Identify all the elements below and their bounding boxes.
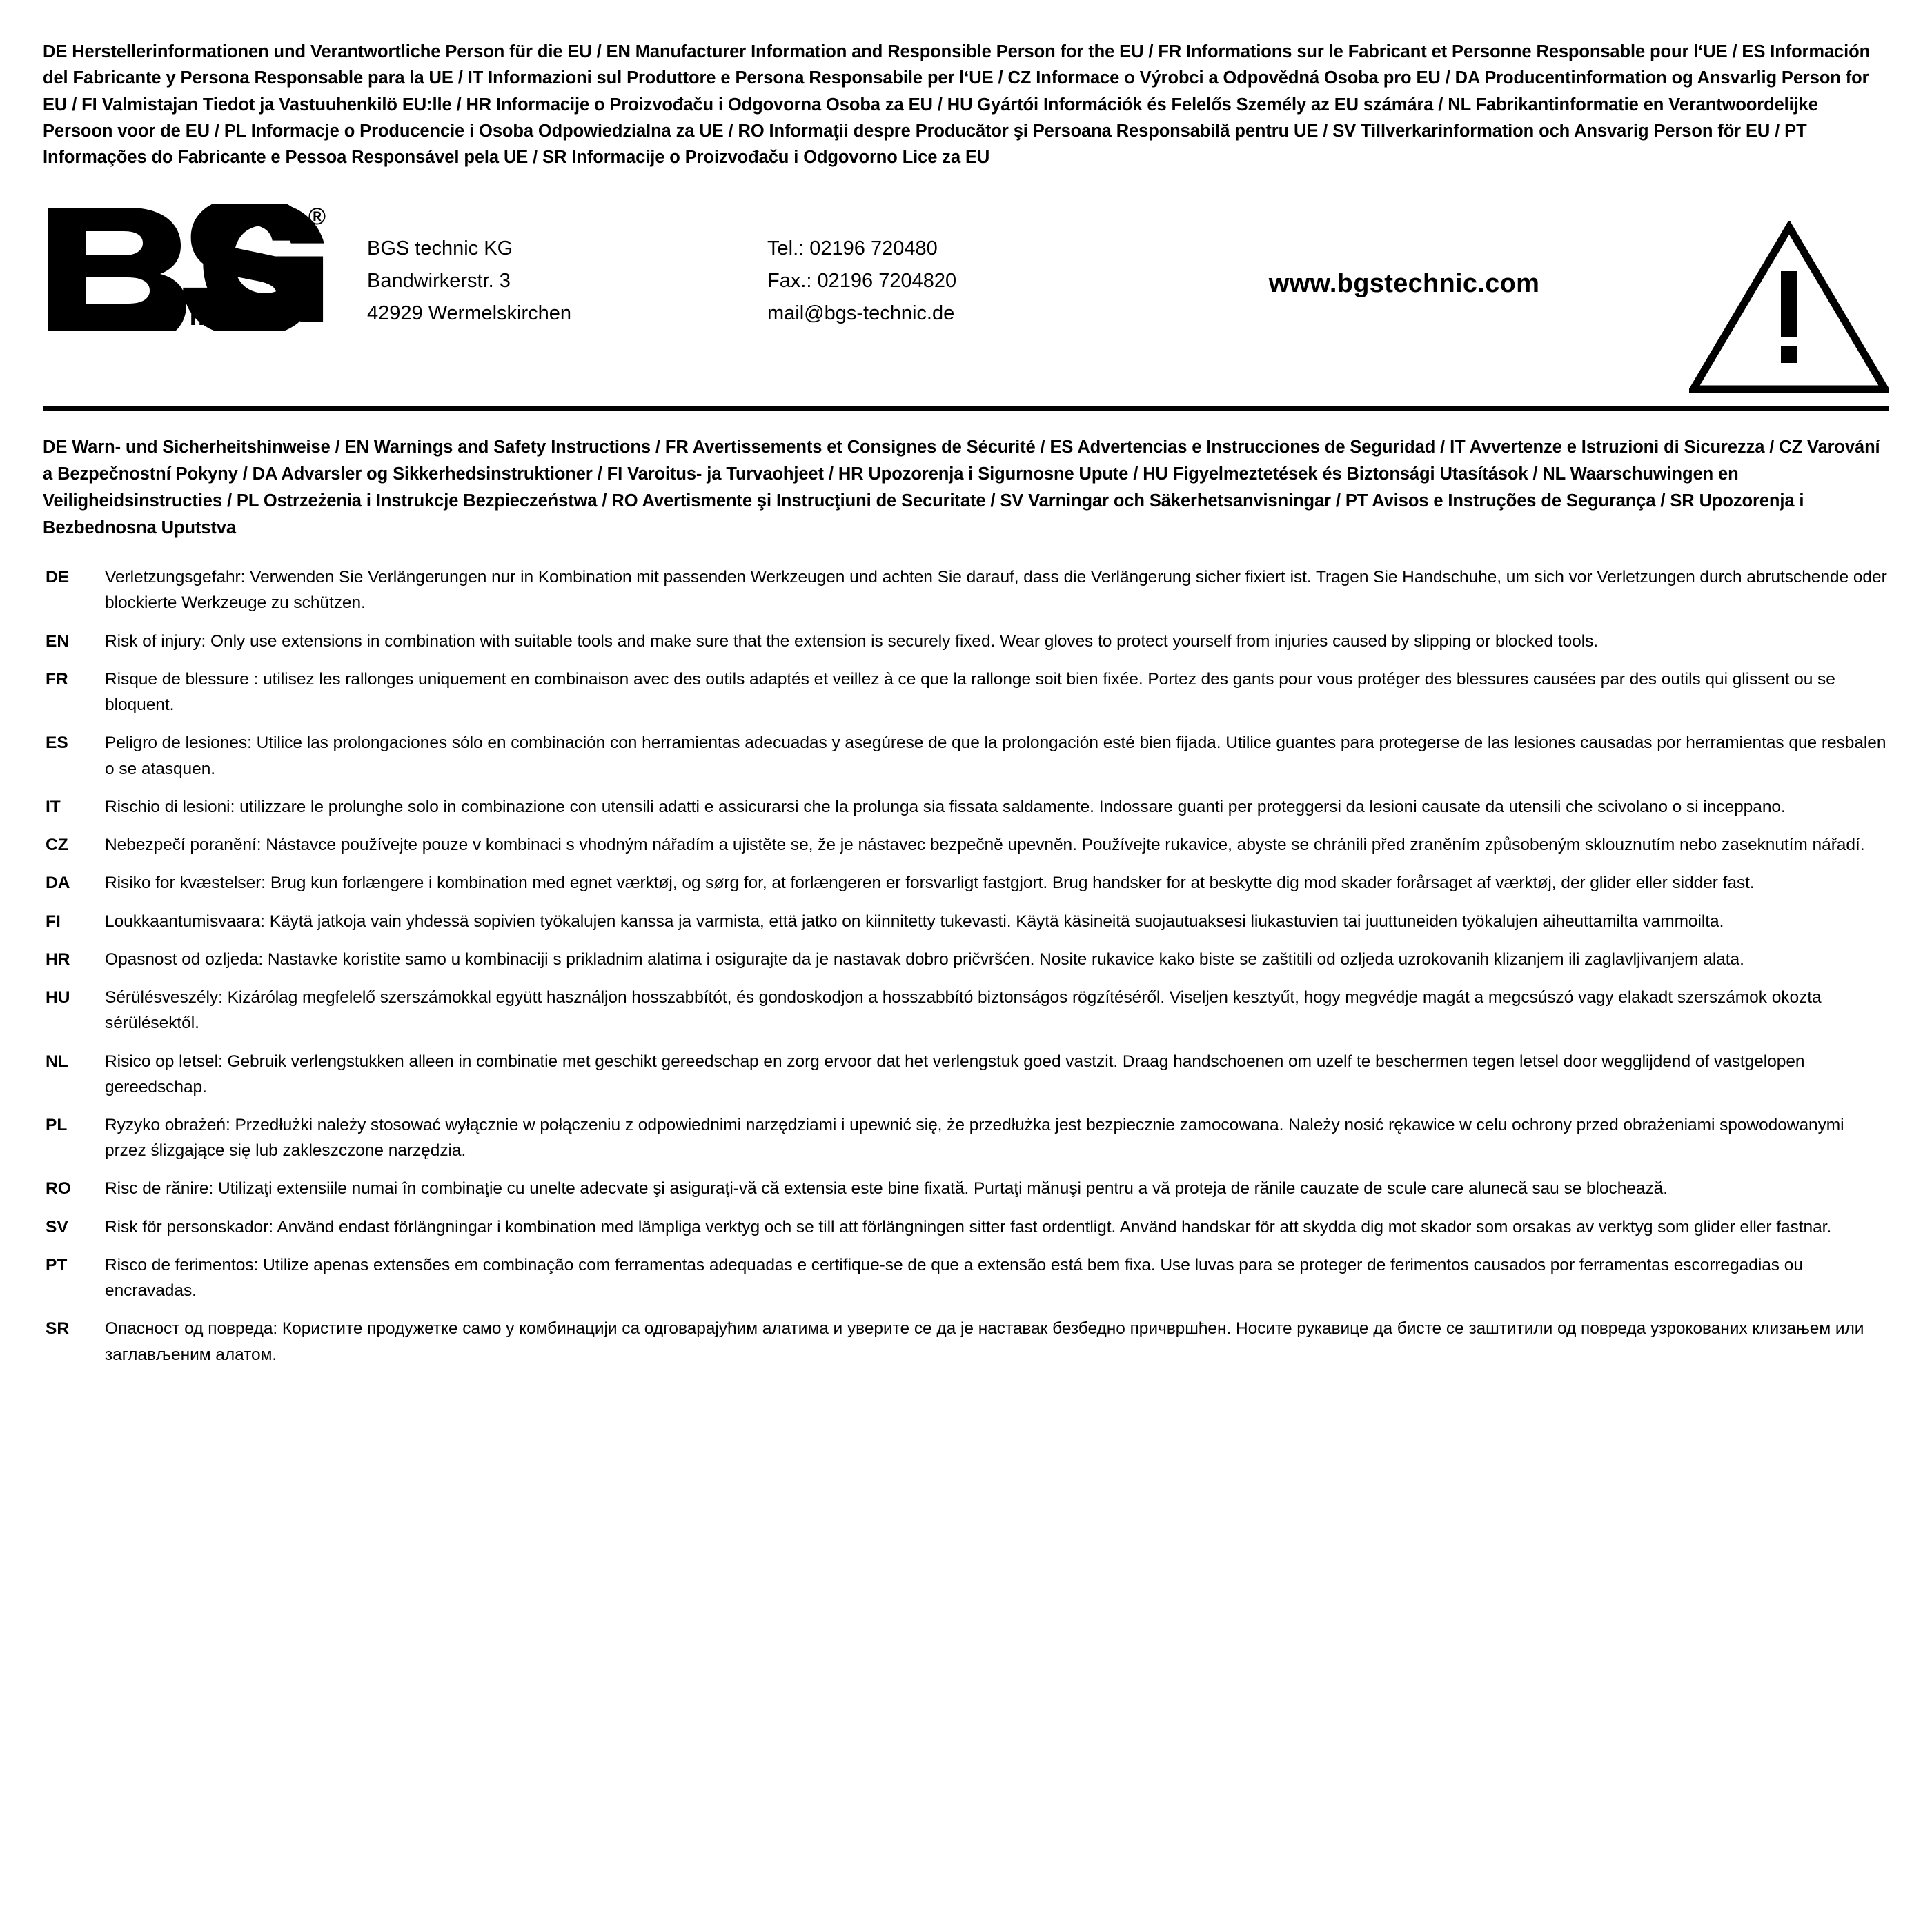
warning-text: Ryzyko obrażeń: Przedłużki należy stosować wyłącznie w połączeniu z odpowiednimi narzędziami i upewnić się, że przedłużka jest bezpiecznie zamocowana. Należy nosić rękawice w celu ochrony przed obrażeniami spowodowanymi przez ślizgające się lub zakleszczone narzędzia. <box>105 1116 1844 1161</box>
language-code: DE <box>46 568 70 587</box>
warning-text: Risco de ferimentos: Utilize apenas extensões em combinação com ferramentas adequadas e certifique-se de que a extensão está bem fixa. Use luvas para se proteger de ferimentos causados por ferramentas escorregadias ou encravadas. <box>105 1255 1803 1301</box>
warning-triangle-icon <box>1689 221 1889 394</box>
company-fax: Fax.: 02196 7204820 <box>767 270 957 293</box>
language-code: FI <box>46 911 61 931</box>
language-code: PT <box>46 1255 68 1274</box>
bgs-logo <box>43 197 367 331</box>
list-item <box>43 667 1889 718</box>
safety-section-heading: DE Warn- und Sicherheitshinweise / EN Warnings and Safety Instructions / FR Avertissements et Consignes de Sécurité / ES Advertencias e Instrucciones de Seguridad / IT Avvertenze e Istruzioni di Sicurezza / CZ Varování a Bezpečnostní Pokyny / DA Advarsler og Sikkerhedsinstruktioner / FI Varoitus- ja Turvaohjeet / HR Upozorenja i Sigurnosne Upute / HU Figyelmeztetések és Biztonsági Utasítások / NL Waarschuwingen en Veiligheidsinstructies / PL Ostrzeżenia i Instrukcje Bezpieczeństwa / RO Avertismente şi Instrucţiuni de Securitate / SV Varningar och Säkerhetsanvisningar / PT Avisos e Instruções de Segurança / SR Upozorenja i Bezbednosna Uputstva <box>43 437 1880 538</box>
language-code: EN <box>46 631 70 651</box>
list-item <box>43 730 1889 781</box>
company-email[interactable]: mail@bgs-technic.de <box>767 302 955 325</box>
language-code: IT <box>46 797 61 816</box>
list-item <box>43 832 1889 858</box>
warning-text: Nebezpečí poranění: Nástavce používejte pouze v kombinaci s vhodným nářadím a ujistěte se, že je nástavec bezpečně upevněn. Používejte rukavice, abyste se chránili před zraněním způsobeným sklouznutím nebo zaseknutím nářadí. <box>105 836 1865 855</box>
warning-text: Risk of injury: Only use extensions in combination with suitable tools and make sure that the extension is securely fixed. Wear gloves to protect yourself from injuries caused by slipping or blocked tools. <box>105 631 1599 651</box>
list-item <box>43 947 1889 972</box>
warning-text: Loukkaantumisvaara: Käytä jatkoja vain yhdessä sopivien työkalujen kanssa ja varmista, että jatko on kiinnitetty tukevasti. Käytä käsineitä suojautuaksesi liukastuvien tai juuttuneiden työkalujen aiheuttamilta vammoilta. <box>105 911 1724 931</box>
language-code: ES <box>46 733 68 753</box>
warning-text: Risiko for kvæstelser: Brug kun forlængere i kombination med egnet værktøj, og sørg for, at forlængeren er forsvarligt fastgjort. Brug handsker for at beskytte dig mod skader forårsaget af værktøj, der glider eller sidder fast. <box>105 874 1755 893</box>
company-street: Bandwirkerstr. 3 <box>367 270 511 293</box>
list-item <box>43 985 1889 1036</box>
warning-text: Sérülésveszély: Kizárólag megfelelő szerszámokkal együtt használjon hosszabbítót, és gondoskodjon a hosszabbító biztonságos rögzítéséről. Viseljen kesztyűt, hogy megvédje magát a megcsúszó vagy elakadt szerszámok okozta sérülésektől. <box>105 988 1822 1033</box>
list-item <box>43 1176 1889 1201</box>
language-code: FR <box>46 669 68 689</box>
warning-text: Risk för personskador: Använd endast förlängningar i kombination med lämpliga verktyg och se till att förlängningen sitter fast ordentligt. Använd handskar för att skydda dig mot skador som orsakas av verktyg som glider eller fastnar. <box>105 1217 1832 1236</box>
language-code: HR <box>46 949 70 969</box>
company-info-band <box>43 190 1889 411</box>
warning-text: Peligro de lesiones: Utilice las prolongaciones sólo en combinación con herramientas adecuadas y asegúrese de que la prolongación esté bien fijada. Utilice guantes para protegerse de las lesiones causadas por herramientas que resbalen o se atasquen. <box>105 733 1886 778</box>
list-item <box>43 870 1889 896</box>
company-website[interactable]: www.bgstechnic.com <box>1268 269 1540 299</box>
warning-text: Opasnost od ozljeda: Nastavke koristite samo u kombinaciji s prikladnim alatima i osigurajte da je nastavak dobro pričvršćen. Nosite rukavice kako biste se zaštitili od ozljeda uzrokovanih klizanjem ili zaglavljivanjem alata. <box>105 949 1744 969</box>
language-code: RO <box>46 1179 71 1199</box>
svg-text:t e c h n i c: t e c h n i c <box>122 304 274 331</box>
svg-text:®: ® <box>308 204 326 230</box>
warning-text: Опасност од повреда: Користите продужетке само у комбинацији са одговарајућим алатима и уверите се да је наставак безбедно причвршћен. Носите рукавице да бисте се заштитили од повреда узрокованих клизањем или заглављеним алатом. <box>105 1319 1864 1364</box>
list-item <box>43 1049 1889 1100</box>
company-telephone: Tel.: 02196 720480 <box>767 237 938 260</box>
company-name: BGS technic KG <box>367 237 513 260</box>
manufacturer-info-heading: DE Herstellerinformationen und Verantwortliche Person für die EU / EN Manufacturer Information and Responsible Person for the EU / FR Informations sur le Fabricant et Personne Responsable pour l‘UE / ES Información del Fabricante y Persona Responsable para la UE / IT Informazioni sul Produttore e Persona Responsabile per l‘UE / CZ Informace o Výrobci a Odpovědná Osoba pro EU / DA Producentinformation og Ansvarlig Person for EU / FI Valmistajan Tiedot ja Vastuuhenkilö EU:lle / HR Informacije o Proizvođaču i Odgovorna Osoba za EU / HU Gyártói Információk és Felelős Személy az EU számára / NL Fabrikantinformatie en Verantwoordelijke Persoon voor de EU / PL Informacje o Producencie i Osoba Odpowiedzialna za UE / RO Informaţii despre Producător şi Persoana Responsabilă pentru UE / SV Tillverkarinformation och Ansvarig Person för EU / PT Informações do Fabricante e Pessoa Responsável pela UE / SR Informacije o Proizvođaču i Odgovorno Lice za EU <box>43 42 1871 167</box>
list-item <box>43 794 1889 820</box>
warnings-list <box>43 564 1889 1368</box>
language-code: HU <box>46 988 70 1007</box>
list-item <box>43 1316 1889 1367</box>
language-code: SV <box>46 1217 68 1236</box>
warning-text: Rischio di lesioni: utilizzare le prolunghe solo in combinazione con utensili adatti e assicurarsi che la prolunga sia fissata saldamente. Indossare guanti per proteggersi da lesioni causate da utensili che scivolano o si inceppano. <box>105 797 1786 816</box>
warning-text: Risico op letsel: Gebruik verlengstukken alleen in combinatie met geschikt gereedschap en zorg ervoor dat het verlengstuk goed vastzit. Draag handschoenen om uzelf te beschermen tegen letsel door wegglijdend of vastgelopen gereedschap. <box>105 1052 1805 1096</box>
language-code: SR <box>46 1319 70 1339</box>
language-code: NL <box>46 1052 68 1071</box>
language-code: CZ <box>46 836 68 855</box>
language-code: DA <box>46 874 70 893</box>
warning-triangle-container <box>1682 197 1889 394</box>
list-item <box>43 564 1889 615</box>
list-item <box>43 629 1889 654</box>
list-item <box>43 909 1889 934</box>
language-code: PL <box>46 1116 68 1134</box>
warning-text: Verletzungsgefahr: Verwenden Sie Verlängerungen nur in Kombination mit passenden Werkzeugen und achten Sie darauf, dass die Verlängerung sicher fixiert ist. Tragen Sie Handschuhe, um sich vor Verletzungen durch abrutschende oder blockierte Werkzeuge zu schützen. <box>105 568 1887 613</box>
list-item <box>43 1214 1889 1240</box>
company-contact <box>767 197 1126 330</box>
company-city: 42929 Wermelskirchen <box>367 302 572 325</box>
company-address <box>367 197 767 330</box>
list-item <box>43 1112 1889 1163</box>
list-item <box>43 1252 1889 1303</box>
warning-text: Risque de blessure : utilisez les rallonges uniquement en combinaison avec des outils adaptés et veillez à ce que la rallonge soit bien fixée. Portez des gants pour vous protéger des blessures causées par des outils qui glissent ou se bloquent. <box>105 669 1835 715</box>
warning-text: Risc de rănire: Utilizaţi extensiile numai în combinaţie cu unelte adecvate şi asiguraţi-vă că extensia este bine fixată. Purtaţi mănuşi pentru a vă proteja de rănile cauzate de scule care alunecă sau se blochează. <box>105 1179 1668 1199</box>
